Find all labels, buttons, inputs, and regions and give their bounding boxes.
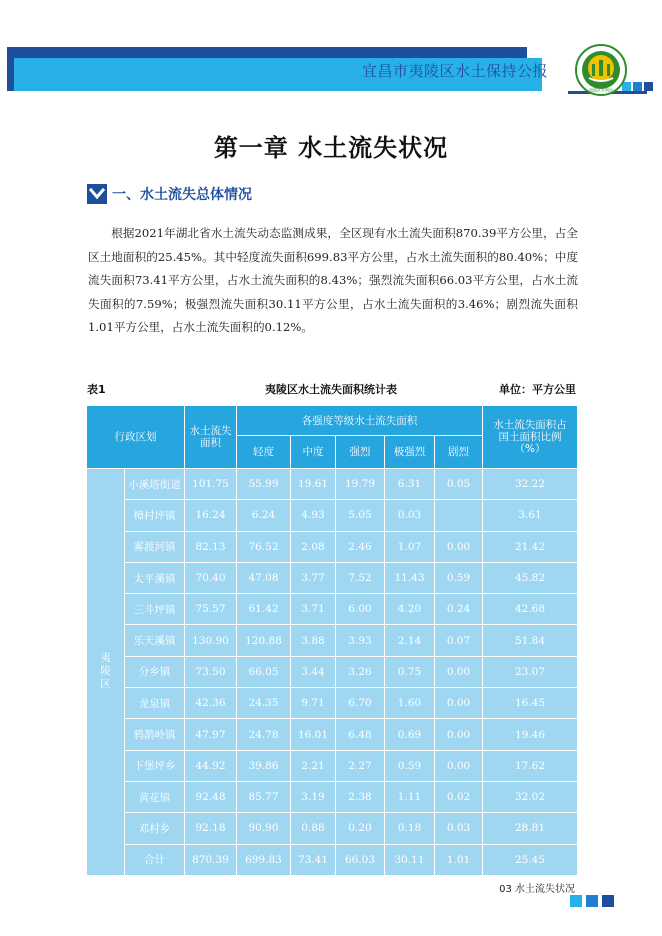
mild-value: 120.88	[237, 625, 291, 656]
mild-value: 66.05	[237, 656, 291, 687]
mild-value: 55.99	[237, 469, 291, 500]
intense-value: 19.79	[336, 469, 385, 500]
severe-value: 0.03	[435, 813, 483, 844]
footer-square-3	[602, 895, 614, 907]
area-value: 47.97	[185, 719, 237, 750]
ratio-value: 32.02	[483, 781, 578, 812]
header-region: 行政区划	[87, 406, 185, 469]
table-row	[87, 500, 578, 531]
severe-value: 0.00	[435, 750, 483, 781]
area-value: 92.48	[185, 781, 237, 812]
town-name: 邓村乡	[125, 813, 185, 844]
footer-square-2	[586, 895, 598, 907]
severe-value: 0.07	[435, 625, 483, 656]
ratio-value: 16.45	[483, 688, 578, 719]
intense-value: 6.00	[336, 594, 385, 625]
report-title: 宜昌市夷陵区水土保持公报	[362, 62, 549, 80]
mild-value: 85.77	[237, 781, 291, 812]
town-name: 三斗坪镇	[125, 594, 185, 625]
ratio-value: 51.84	[483, 625, 578, 656]
chevron-down-icon	[87, 184, 107, 204]
severe-value: 0.24	[435, 594, 483, 625]
area-value: 75.57	[185, 594, 237, 625]
table-total-row	[87, 844, 578, 875]
moderate-value: 19.61	[291, 469, 336, 500]
moderate-value: 73.41	[291, 844, 336, 875]
header-ratio: 水土流失面积占国土面积比例（%）	[483, 406, 578, 469]
very-intense-value: 0.69	[385, 719, 435, 750]
body-paragraph: 根据2021年湖北省水土流失动态监测成果，全区现有水土流失面积870.39平方公里，占全区土地面积的25.45%。其中轻度流失面积699.83平方公里，占水土流失面积的80.40%；中度流失面积73.41平方公里，占水土流失面积的8.43%；强烈流失面积66.03平方公里，占水土流失面积的7.59%；极强烈流失面积30.11平方公里，占水土流失面积的3.46%；剧烈流失面积1.01平方公里，占水土流失面积的0.12%。	[88, 226, 578, 334]
very-intense-value: 30.11	[385, 844, 435, 875]
very-intense-value: 1.07	[385, 531, 435, 562]
mild-value: 61.42	[237, 594, 291, 625]
severe-value	[435, 500, 483, 531]
water-bureau-logo-icon	[575, 44, 627, 96]
very-intense-value: 0.75	[385, 656, 435, 687]
moderate-value: 9.71	[291, 688, 336, 719]
mild-value: 6.24	[237, 500, 291, 531]
area-value: 42.36	[185, 688, 237, 719]
severe-value: 0.00	[435, 656, 483, 687]
section-title: 一、水土流失总体情况	[112, 187, 252, 203]
moderate-value: 0.88	[291, 813, 336, 844]
area-value: 92.18	[185, 813, 237, 844]
mild-value: 90.90	[237, 813, 291, 844]
area-value: 130.90	[185, 625, 237, 656]
area-value: 82.13	[185, 531, 237, 562]
area-value: 73.50	[185, 656, 237, 687]
severe-value: 0.59	[435, 562, 483, 593]
chapter-title: 第一章 水土流失状况	[213, 134, 449, 162]
table-label: 表1	[87, 383, 106, 396]
table-row	[87, 781, 578, 812]
header-grade-very-intense: 极强烈	[385, 436, 435, 469]
ratio-value: 21.42	[483, 531, 578, 562]
table-row	[87, 531, 578, 562]
mild-value: 24.35	[237, 688, 291, 719]
page-footer-label: 03 水土流失状况	[499, 884, 575, 895]
table-row	[87, 719, 578, 750]
town-name: 龙泉镇	[125, 688, 185, 719]
intense-value: 2.27	[336, 750, 385, 781]
very-intense-value: 1.60	[385, 688, 435, 719]
ratio-value: 25.45	[483, 844, 578, 875]
area-value: 16.24	[185, 500, 237, 531]
moderate-value: 3.19	[291, 781, 336, 812]
table-row	[87, 625, 578, 656]
mild-value: 699.83	[237, 844, 291, 875]
mild-value: 47.08	[237, 562, 291, 593]
ratio-value: 42.68	[483, 594, 578, 625]
severe-value: 0.00	[435, 688, 483, 719]
header-area: 水土流失面积	[185, 406, 237, 469]
header-grade-mild: 轻度	[237, 436, 291, 469]
area-value: 870.39	[185, 844, 237, 875]
table-row	[87, 656, 578, 687]
table-row	[87, 469, 578, 500]
moderate-value: 16.01	[291, 719, 336, 750]
total-label: 合计	[125, 844, 185, 875]
ratio-value: 19.46	[483, 719, 578, 750]
very-intense-value: 0.59	[385, 750, 435, 781]
town-name: 樟村坪镇	[125, 500, 185, 531]
severe-value: 0.00	[435, 719, 483, 750]
ratio-value: 17.62	[483, 750, 578, 781]
header-grade-intense: 强烈	[336, 436, 385, 469]
moderate-value: 2.21	[291, 750, 336, 781]
header-grade-group: 各强度等级水土流失面积	[237, 406, 483, 436]
very-intense-value: 1.11	[385, 781, 435, 812]
town-name: 小溪塔街道	[125, 469, 185, 500]
moderate-value: 3.88	[291, 625, 336, 656]
district-cell	[87, 469, 125, 876]
moderate-value: 3.44	[291, 656, 336, 687]
ratio-value: 32.22	[483, 469, 578, 500]
intense-value: 7.52	[336, 562, 385, 593]
mild-value: 24.78	[237, 719, 291, 750]
intense-value: 2.46	[336, 531, 385, 562]
intense-value: 3.26	[336, 656, 385, 687]
town-name: 黄花镇	[125, 781, 185, 812]
mild-value: 39.86	[237, 750, 291, 781]
footer-square-1	[570, 895, 582, 907]
mild-value: 76.52	[237, 531, 291, 562]
severe-value: 0.00	[435, 531, 483, 562]
intense-value: 2.38	[336, 781, 385, 812]
erosion-area-table	[86, 405, 578, 876]
header-grade-moderate: 中度	[291, 436, 336, 469]
intense-value: 6.48	[336, 719, 385, 750]
ratio-value: 23.07	[483, 656, 578, 687]
severe-value: 1.01	[435, 844, 483, 875]
very-intense-value: 0.03	[385, 500, 435, 531]
header-grade-severe: 剧烈	[435, 436, 483, 469]
very-intense-value: 11.43	[385, 562, 435, 593]
area-value: 101.75	[185, 469, 237, 500]
town-name: 雾渡河镇	[125, 531, 185, 562]
intense-value: 0.20	[336, 813, 385, 844]
table-row	[87, 562, 578, 593]
area-value: 70.40	[185, 562, 237, 593]
moderate-value: 3.71	[291, 594, 336, 625]
intense-value: 66.03	[336, 844, 385, 875]
table-row	[87, 813, 578, 844]
moderate-value: 2.08	[291, 531, 336, 562]
intense-value: 6.70	[336, 688, 385, 719]
moderate-value: 3.77	[291, 562, 336, 593]
intense-value: 3.93	[336, 625, 385, 656]
very-intense-value: 0.18	[385, 813, 435, 844]
table-row	[87, 750, 578, 781]
very-intense-value: 4.20	[385, 594, 435, 625]
severe-value: 0.05	[435, 469, 483, 500]
ratio-value: 45.82	[483, 562, 578, 593]
town-name: 太平溪镇	[125, 562, 185, 593]
ratio-value: 28.81	[483, 813, 578, 844]
town-name: 鸦鹊岭镇	[125, 719, 185, 750]
intense-value: 5.05	[336, 500, 385, 531]
header-square-2	[633, 82, 642, 91]
header-square-3	[644, 82, 653, 91]
moderate-value: 4.93	[291, 500, 336, 531]
town-name: 分乡镇	[125, 656, 185, 687]
district-name: 夷陵区	[100, 652, 111, 691]
area-value: 44.92	[185, 750, 237, 781]
town-name: 下堡坪乡	[125, 750, 185, 781]
very-intense-value: 6.31	[385, 469, 435, 500]
table-unit: 单位：平方公里	[499, 383, 576, 396]
very-intense-value: 2.14	[385, 625, 435, 656]
severe-value: 0.02	[435, 781, 483, 812]
table-row	[87, 688, 578, 719]
table-row	[87, 594, 578, 625]
ratio-value: 3.61	[483, 500, 578, 531]
table-caption: 夷陵区水土流失面积统计表	[265, 383, 397, 396]
town-name: 乐天溪镇	[125, 625, 185, 656]
logo-text: 夷陵区水利局	[589, 87, 613, 93]
